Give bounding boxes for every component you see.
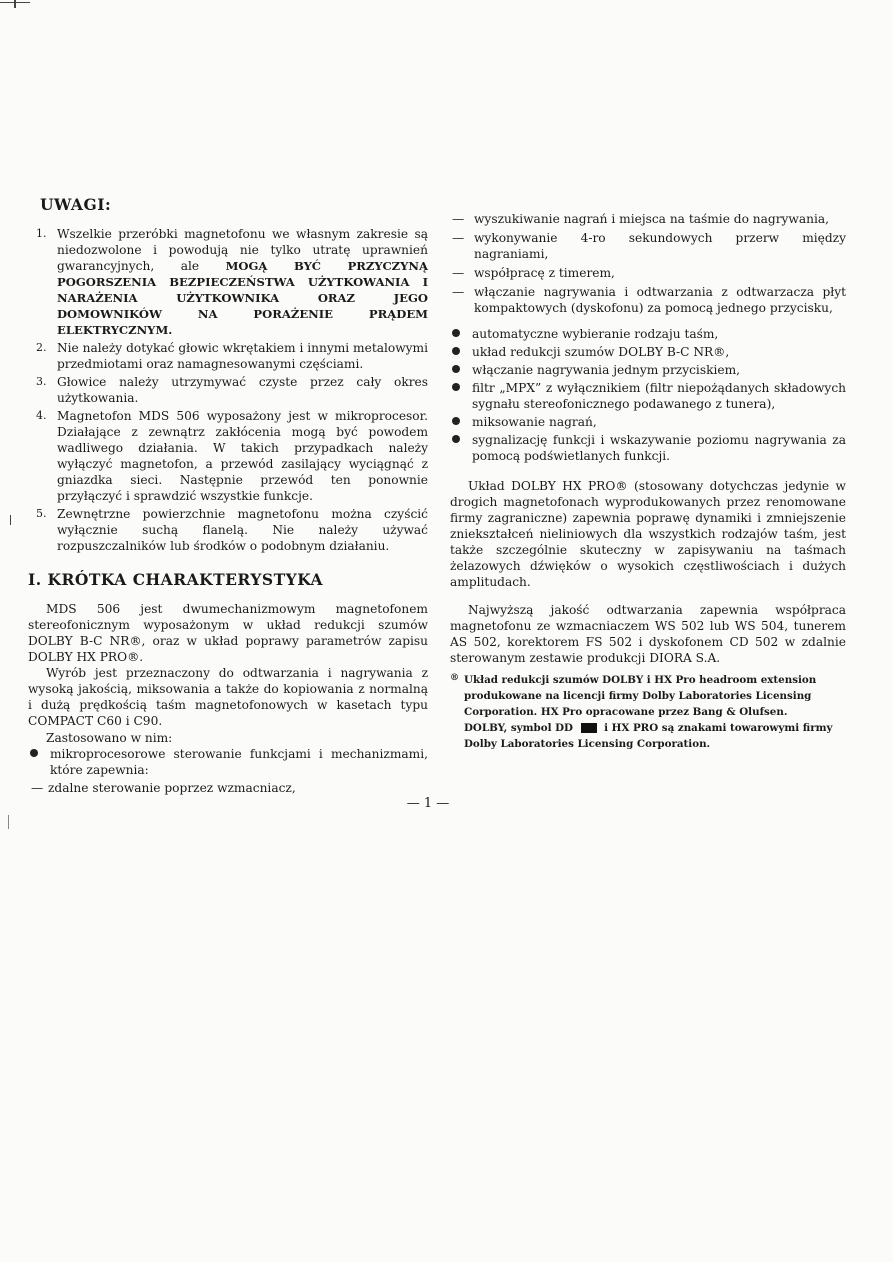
note-item bbox=[28, 408, 428, 504]
dash-icon: — bbox=[452, 212, 465, 226]
dash-icon: — bbox=[31, 781, 44, 795]
page-number: — 1 — bbox=[406, 796, 450, 811]
feature-bullet bbox=[450, 362, 846, 378]
feature-bullet bbox=[28, 746, 428, 778]
feature-bullet-text: mikroprocesorowe sterowanie funkcjami i mechanizmami, które zapewnia: bbox=[50, 747, 428, 777]
trademark-footnote bbox=[450, 672, 846, 752]
footnote-line-2a: DOLBY, symbol DD bbox=[464, 722, 573, 734]
feature-dash bbox=[450, 211, 846, 227]
feature-dashes-left bbox=[28, 780, 428, 796]
note-number: 1. bbox=[36, 227, 47, 240]
note-item bbox=[28, 506, 428, 554]
note-item bbox=[28, 226, 428, 338]
notes-list bbox=[28, 226, 428, 554]
bullet-icon bbox=[452, 365, 460, 373]
dolby-hx-paragraph: Układ DOLBY HX PRO® (stosowany dotychczas jedynie w drogich magnetofonach wyprodukowanych przez renomowane firmy zagraniczne) zapewnia poprawę dynamiki i zmniejszenie zniekształceń nieliniowych dla wszystkich rodzajów taśm, jest także szczególnie skuteczny w zapisywaniu na taśmach żelazowych dźwięków o wysokich częstliwościach i dużych amplitudach. bbox=[450, 479, 846, 589]
note-item bbox=[28, 374, 428, 406]
scan-mark bbox=[14, 0, 16, 8]
note-text: Nie należy dotykać głowic wkrętakiem i innymi metalowymi przedmiotami oraz namagnesowanymi częściami. bbox=[57, 341, 428, 371]
feature-bullet-text: sygnalizację funkcji i wskazywanie poziomu nagrywania za pomocą podświetlanych funkcji. bbox=[472, 433, 846, 463]
note-text: Wszelkie przeróbki magnetofonu we własnym zakresie są niedozwolone i powodują nie tylko utratę uprawnień gwarancyjnych, ale bbox=[57, 227, 428, 273]
feature-bullets-right bbox=[450, 326, 846, 464]
feature-bullets-left bbox=[28, 746, 428, 778]
feature-dash bbox=[450, 265, 846, 281]
section-heading: I. KRÓTKA CHARAKTERYSTYKA bbox=[28, 570, 324, 589]
bullet-icon bbox=[452, 383, 460, 391]
section-paragraph-2: Wyrób jest przeznaczony do odtwarzania i nagrywania z wysoką jakością, miksowania a także do kopiowania z normalną i dużą prędkością taśm magnetofonowych w kasetach typu COMPACT C60 i C90. bbox=[28, 666, 428, 728]
feature-dash-text: współpracę z timerem, bbox=[474, 266, 615, 280]
feature-dash-text: wykonywanie 4-ro sekundowych przerw między nagraniami, bbox=[474, 231, 846, 261]
feature-dash bbox=[450, 284, 846, 316]
note-number: 2. bbox=[36, 341, 47, 354]
feature-bullet-text: filtr „MPX” z wyłącznikiem (filtr niepożądanych składowych sygnału stereofonicznego podawanego z tunera), bbox=[472, 381, 846, 411]
note-number: 5. bbox=[36, 507, 47, 520]
section-paragraph-3: Zastosowano w nim: bbox=[46, 731, 173, 745]
footnote-mark: ® bbox=[450, 673, 459, 683]
note-text: Głowice należy utrzymywać czyste przez cały okres użytkowania. bbox=[57, 375, 428, 405]
bullet-icon bbox=[452, 435, 460, 443]
note-text: Zewnętrzne powierzchnie magnetofonu można czyścić wyłącznie suchą flanelą. Nie należy używać rozpuszczalników lub środków o podobnym działaniu. bbox=[57, 507, 428, 553]
note-number: 3. bbox=[36, 375, 47, 388]
footnote-line-1: Układ redukcji szumów DOLBY i HX Pro headroom extension produkowane na licencji firmy Dolby Laboratories Licensing Corporation. HX Pro opracowane przez Bang & Olufsen. bbox=[464, 674, 817, 718]
scan-mark bbox=[8, 815, 9, 829]
bullet-icon bbox=[452, 347, 460, 355]
feature-dashes-right bbox=[450, 211, 846, 316]
feature-bullet-text: automatyczne wybieranie rodzaju taśm, bbox=[472, 327, 719, 341]
feature-bullet bbox=[450, 326, 846, 342]
feature-dash bbox=[28, 780, 428, 796]
dolby-dd-logo-icon bbox=[581, 723, 597, 733]
note-item bbox=[28, 340, 428, 372]
scan-mark bbox=[10, 515, 11, 525]
bullet-icon bbox=[30, 749, 38, 757]
feature-dash-text: zdalne sterowanie poprzez wzmacniacz, bbox=[48, 781, 296, 795]
section-paragraph-1: MDS 506 jest dwumechanizmowym magnetofonem stereofonicznym wyposażonym w układ redukcji szumów DOLBY B-C NR®, oraz w układ poprawy parametrów zapisu DOLBY HX PRO®. bbox=[28, 602, 428, 664]
feature-bullet bbox=[450, 380, 846, 412]
feature-bullet-text: układ redukcji szumów DOLBY B-C NR®, bbox=[472, 345, 730, 359]
note-text: Magnetofon MDS 506 wyposażony jest w mikroprocesor. Działające z zewnątrz zakłócenia mogą być powodem wadliwego działania. W takich przypadkach należy wyłączyć magnetofon, a przewód zasilający wyciągnąć z gniazdka sieci. Następnie przewód ten ponownie przyłączyć i sprawdzić wszystkie funkcje. bbox=[57, 409, 428, 503]
system-paragraph: Najwyższą jakość odtwarzania zapewnia współpraca magnetofonu ze wzmacniaczem WS 502 lub WS 504, tunerem AS 502, korektorem FS 502 i dyskofonem CD 502 w zdalnie sterowanym zestawie produkcji DIORA S.A. bbox=[450, 603, 846, 665]
note-number: 4. bbox=[36, 409, 47, 422]
footnote-line-2b: i HX PRO są znakami towarowymi firmy Dolby Laboratories Licensing Corporation. bbox=[464, 722, 833, 750]
feature-bullet bbox=[450, 432, 846, 464]
dash-icon: — bbox=[452, 231, 465, 245]
feature-bullet bbox=[450, 414, 846, 430]
bullet-icon bbox=[452, 329, 460, 337]
feature-bullet-text: włączanie nagrywania jednym przyciskiem, bbox=[472, 363, 741, 377]
bullet-icon bbox=[452, 417, 460, 425]
feature-bullet-text: miksowanie nagrań, bbox=[472, 415, 597, 429]
left-column bbox=[28, 195, 428, 799]
feature-bullet bbox=[450, 344, 846, 360]
notes-heading: UWAGI: bbox=[40, 195, 112, 214]
dash-icon: — bbox=[452, 285, 465, 299]
right-column bbox=[450, 211, 846, 752]
note-warning-caps: MOGĄ BYĆ PRZYCZYNĄ POGORSZENIA BEZPIECZEŃSTWA UŻYTKOWANIA I NARAŻENIA UŻYTKOWNIKA ORAZ JEGO DOMOWNIKÓW NA PORAŻENIE PRĄDEM ELEKTRYCZNYM. bbox=[57, 259, 429, 337]
feature-dash bbox=[450, 230, 846, 262]
dash-icon: — bbox=[452, 266, 465, 280]
feature-dash-text: włączanie nagrywania i odtwarzania z odtwarzacza płyt kompaktowych (dyskofonu) za pomocą jednego przycisku, bbox=[474, 285, 846, 315]
footnote-line-2 bbox=[464, 720, 846, 752]
feature-dash-text: wyszukiwanie nagrań i miejsca na taśmie do nagrywania, bbox=[474, 212, 830, 226]
